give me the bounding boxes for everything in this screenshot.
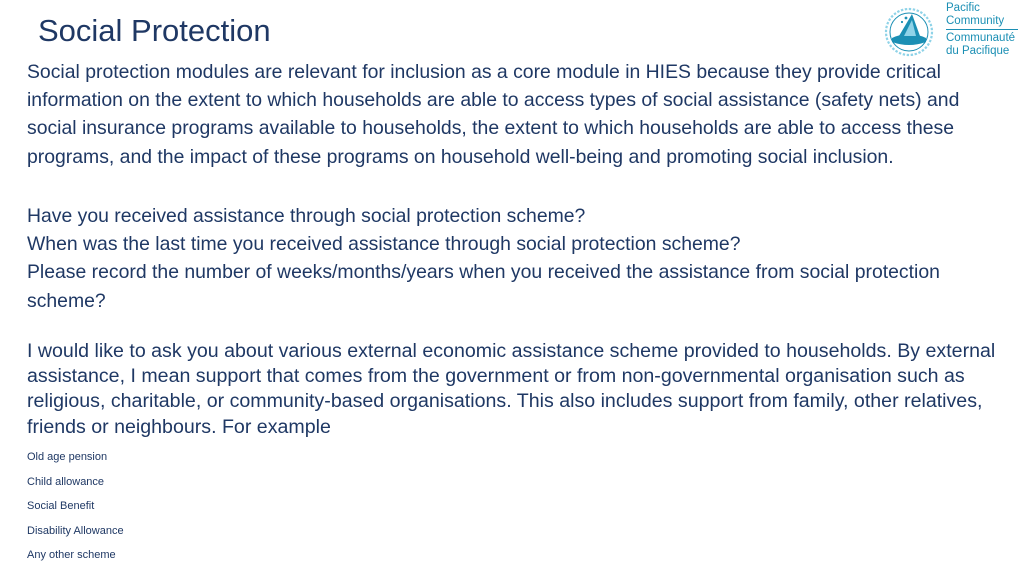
- scheme-examples-list: [27, 450, 124, 573]
- list-item: Any other scheme: [27, 549, 116, 561]
- list-item: Child allowance: [27, 475, 105, 488]
- external-assistance-paragraph: I would like to ask you about various external economic assistance scheme provided to households. By external assistance, I mean support that comes from the government or from non-governmental organisation such as religious, charitable, or community-based organisations. This also includes support from family, other relatives, friends or neighbours. For example: [27, 340, 996, 438]
- questions-section: [27, 202, 987, 315]
- logo-line-2: Community: [946, 14, 1005, 27]
- intro-section: [27, 58, 987, 171]
- logo-divider: [946, 29, 1018, 30]
- logo-line-4: du Pacifique: [946, 44, 1010, 57]
- page-title: Social Protection: [38, 13, 271, 48]
- list-item: Disability Allowance: [27, 524, 124, 537]
- question-duration: Please record the number of weeks/months/years when you received the assistance from social protection scheme?: [27, 261, 940, 312]
- external-assistance-section: [27, 339, 1012, 440]
- intro-paragraph: Social protection modules are relevant for inclusion as a core module in HIES because they provide critical information on the extent to which households are able to access types of social assistance (safety nets) and social insurance programs available to households, the extent to which households are able to access these programs, and the impact of these programs on household well-being and promoting social inclusion.: [27, 61, 960, 168]
- logo-line-3: Communauté: [946, 32, 1016, 44]
- pacific-community-emblem-icon: [882, 4, 940, 60]
- list-item: Old age pension: [27, 451, 108, 463]
- logo-line-1: Pacific: [946, 2, 980, 14]
- question-last-time: When was the last time you received assistance through social protection scheme?: [27, 233, 741, 256]
- logo-wordmark: [946, 2, 1018, 57]
- question-received-assistance: Have you received assistance through social protection scheme?: [27, 205, 586, 227]
- list-item: Social Benefit: [27, 500, 95, 512]
- pacific-community-logo: [882, 2, 1022, 60]
